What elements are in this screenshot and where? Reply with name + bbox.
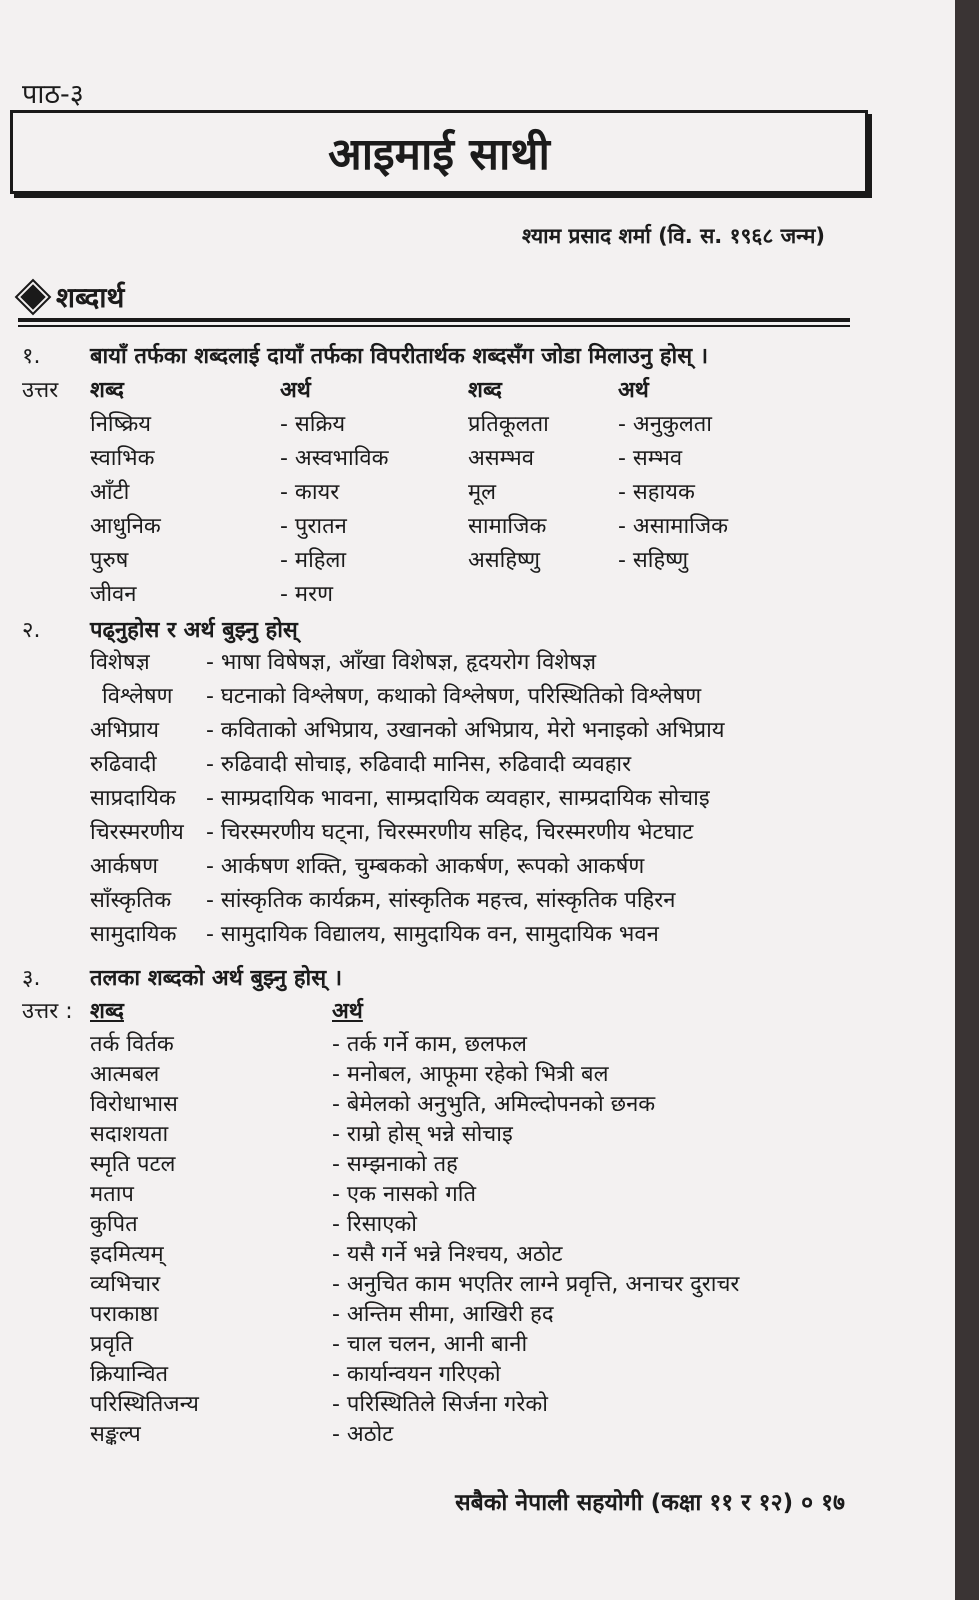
q2-term: सामुदायिक [90, 922, 177, 947]
q2-text: पढ्नुहोस र अर्थ बुझ्नु होस् [90, 618, 298, 643]
q2-term: साप्रदायिक [90, 786, 176, 811]
divider-thin [18, 325, 850, 327]
q3-meaning: - अन्तिम सीमा, आखिरी हद [332, 1302, 554, 1327]
q1-word-left: आँटी [90, 480, 130, 505]
q1-number: १. [22, 344, 41, 369]
q3-meaning: - परिस्थितिले सिर्जना गरेको [332, 1392, 548, 1417]
q1-word-left: आधुनिक [90, 514, 161, 539]
q3-meaning: - राम्रो होस् भन्ने सोचाइ [332, 1122, 513, 1147]
chapter-title: आइमाई साथी [10, 110, 868, 194]
q1-meaning-left: - अस्वभाविक [280, 446, 389, 471]
q2-term: चिरस्मरणीय [90, 820, 184, 845]
q1-word-right: प्रतिकूलता [468, 412, 549, 437]
q2-term: अभिप्राय [90, 718, 159, 743]
divider-thick [18, 318, 850, 322]
q1-meaning-left: - महिला [280, 548, 347, 573]
q1-meaning-right: - सहिष्णु [618, 548, 689, 573]
q2-examples: - रुढिवादी सोचाइ, रुढिवादी मानिस, रुढिवादी व्यवहार [206, 752, 632, 777]
q3-term: पराकाष्ठा [90, 1302, 159, 1327]
q2-examples: - घटनाको विश्लेषण, कथाको विश्लेषण, परिस्थितिको विश्लेषण [206, 684, 702, 709]
q1-meaning-right: - असामाजिक [618, 514, 729, 539]
q1-word-left: पुरुष [90, 548, 129, 573]
q3-term: प्रवृति [90, 1332, 133, 1357]
q3-term: तर्क विर्तक [90, 1032, 174, 1057]
q3-meaning: - बेमेलको अनुभुति, अमिल्दोपनको छनक [332, 1092, 656, 1117]
q1-word-left: स्वाभिक [90, 446, 155, 471]
q1-meaning-right: - सम्भव [618, 446, 683, 471]
section-heading [22, 278, 124, 316]
q1-meaning-right: - सहायक [618, 480, 695, 505]
q2-examples: - चिरस्मरणीय घट्ना, चिरस्मरणीय सहिद, चिरस्मरणीय भेटघाट [206, 820, 694, 845]
q2-examples: - सामुदायिक विद्यालय, सामुदायिक वन, सामुदायिक भवन [206, 922, 659, 947]
q2-examples: - भाषा विषेषज्ञ, आँखा विशेषज्ञ, हृदयरोग विशेषज्ञ [206, 650, 597, 675]
q1-word-right: असम्भव [468, 446, 534, 471]
q1-header-meaning-2: अर्थ [618, 378, 649, 403]
q1-answer-label: उत्तर [22, 378, 59, 403]
q3-term: कुपित [90, 1212, 138, 1237]
q3-meaning: - अनुचित काम भएतिर लाग्ने प्रवृत्ति, अनाचर दुराचर [332, 1272, 740, 1297]
q1-header-meaning-1: अर्थ [280, 378, 311, 403]
q2-examples: - साम्प्रदायिक भावना, साम्प्रदायिक व्यवहार, साम्प्रदायिक सोचाइ [206, 786, 710, 811]
page-footer: सबैको नेपाली सहयोगी (कक्षा ११ र १२) ० १७ [455, 1490, 845, 1516]
section-heading-text: शब्दार्थ [56, 281, 125, 314]
q2-term: साँस्कृतिक [90, 888, 172, 913]
q3-answer-label: उत्तर : [22, 999, 73, 1024]
q3-meaning: - एक नासको गति [332, 1182, 476, 1207]
author-line: श्याम प्रसाद शर्मा (वि. स. १९६८ जन्म) [522, 224, 825, 248]
q1-word-right: मूल [468, 480, 497, 505]
q3-meaning: - अठोट [332, 1422, 394, 1447]
q1-header-word-2: शब्द [468, 378, 502, 403]
q3-term: परिस्थितिजन्य [90, 1392, 199, 1417]
q3-text: तलका शब्दको अर्थ बुझ्नु होस् । [90, 966, 343, 991]
q3-term: मताप [90, 1182, 134, 1207]
q3-term: सङ्कल्प [90, 1422, 141, 1447]
diamond-bullet-icon [17, 281, 48, 312]
q3-meaning: - कार्यान्वयन गरिएको [332, 1362, 501, 1387]
q3-meaning: - तर्क गर्ने काम, छलफल [332, 1032, 527, 1057]
q2-term: आर्कषण [90, 854, 159, 879]
q3-term: क्रियान्वित [90, 1362, 169, 1387]
lesson-label: पाठ-३ [22, 79, 84, 110]
q3-header-word: शब्द [90, 999, 124, 1024]
q3-number: ३. [22, 966, 41, 991]
q3-meaning: - रिसाएको [332, 1212, 417, 1237]
q1-word-left: जीवन [90, 582, 137, 607]
q2-number: २. [22, 618, 41, 643]
q3-term: आत्मबल [90, 1062, 160, 1087]
q2-term: विश्लेषण [102, 684, 173, 709]
q1-meaning-right: - अनुकुलता [618, 412, 712, 437]
q3-meaning: - मनोबल, आफूमा रहेको भित्री बल [332, 1062, 609, 1087]
q2-examples: - कविताको अभिप्राय, उखानको अभिप्राय, मेरो भनाइको अभिप्राय [206, 718, 725, 743]
q1-meaning-left: - पुरातन [280, 514, 347, 539]
q3-term: सदाशयता [90, 1122, 169, 1147]
q3-term: इदमित्यम् [90, 1242, 164, 1267]
q3-header-meaning: अर्थ [332, 999, 363, 1024]
q2-term: रुढिवादी [90, 752, 157, 777]
q3-term: विरोधाभास [90, 1092, 178, 1117]
q3-meaning: - यसै गर्ने भन्ने निश्चय, अठोट [332, 1242, 563, 1267]
q2-examples: - सांस्कृतिक कार्यक्रम, सांस्कृतिक महत्त्व, सांस्कृतिक पहिरन [206, 888, 676, 913]
q2-examples: - आर्कषण शक्ति, चुम्बकको आकर्षण, रूपको आकर्षण [206, 854, 645, 879]
q1-meaning-left: - सक्रिय [280, 412, 346, 437]
q1-word-right: सामाजिक [468, 514, 547, 539]
q1-meaning-left: - कायर [280, 480, 340, 505]
q1-word-right: असहिष्णु [468, 548, 541, 573]
q1-text: बायाँ तर्फका शब्दलाई दायाँ तर्फका विपरीतार्थक शब्दसँग जोडा मिलाउनु होस् । [90, 344, 709, 369]
page-edge-background [955, 0, 979, 1600]
q3-meaning: - चाल चलन, आनी बानी [332, 1332, 528, 1357]
q3-meaning: - सम्झनाको तह [332, 1152, 458, 1177]
q1-meaning-left: - मरण [280, 582, 333, 607]
q3-term: व्यभिचार [90, 1272, 161, 1297]
q3-term: स्मृति पटल [90, 1152, 176, 1177]
q1-header-word-1: शब्द [90, 378, 124, 403]
q1-word-left: निष्क्रिय [90, 412, 152, 437]
q2-term: विशेषज्ञ [90, 650, 150, 675]
